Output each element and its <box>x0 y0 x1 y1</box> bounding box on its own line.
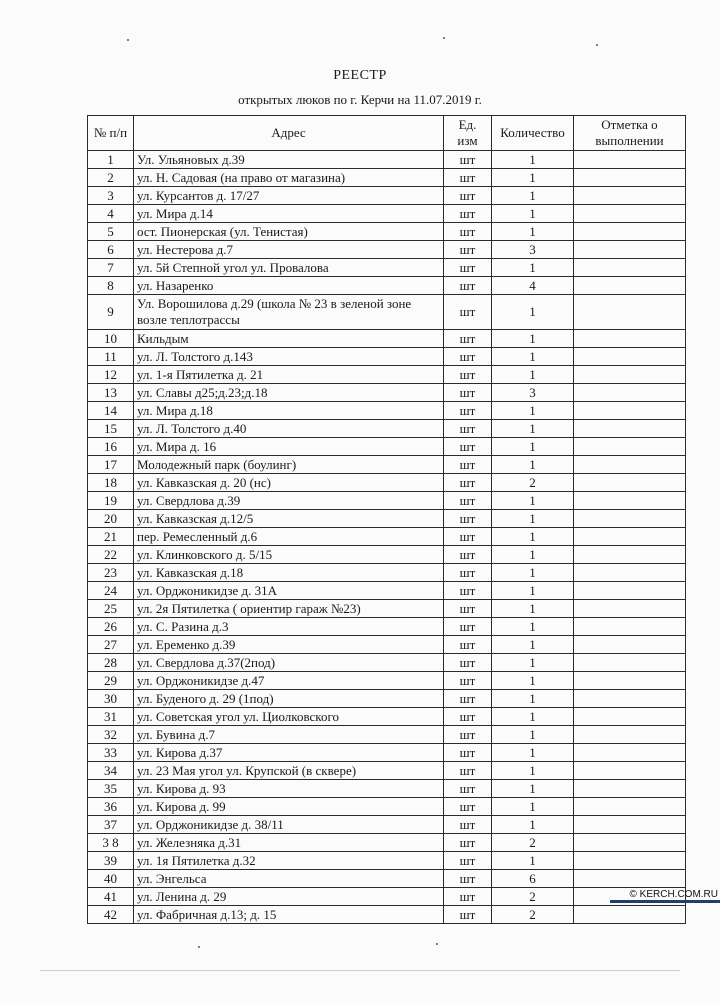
row-completion-mark <box>574 438 686 456</box>
row-unit: шт <box>444 402 492 420</box>
scan-speck <box>127 39 129 41</box>
row-number: 39 <box>88 852 134 870</box>
row-quantity: 1 <box>492 348 574 366</box>
row-quantity: 1 <box>492 259 574 277</box>
table-row <box>88 744 686 762</box>
row-number: 31 <box>88 708 134 726</box>
table-row <box>88 780 686 798</box>
row-quantity: 1 <box>492 726 574 744</box>
row-completion-mark <box>574 456 686 474</box>
scan-speck <box>436 943 438 945</box>
table-row <box>88 456 686 474</box>
table-row <box>88 816 686 834</box>
table-row <box>88 600 686 618</box>
table-row <box>88 672 686 690</box>
row-number: 3 <box>88 187 134 205</box>
table-row <box>88 330 686 348</box>
row-address: ул. Кавказская д.12/5 <box>134 510 444 528</box>
row-unit: шт <box>444 295 492 330</box>
row-completion-mark <box>574 223 686 241</box>
row-completion-mark <box>574 169 686 187</box>
table-row <box>88 510 686 528</box>
row-unit: шт <box>444 726 492 744</box>
row-quantity: 1 <box>492 816 574 834</box>
row-completion-mark <box>574 474 686 492</box>
row-number: 23 <box>88 564 134 582</box>
row-quantity: 1 <box>492 169 574 187</box>
row-quantity: 1 <box>492 780 574 798</box>
row-completion-mark <box>574 816 686 834</box>
row-number: 8 <box>88 277 134 295</box>
row-address: ул. Кирова д. 93 <box>134 780 444 798</box>
row-quantity: 1 <box>492 690 574 708</box>
table-row <box>88 870 686 888</box>
row-completion-mark <box>574 852 686 870</box>
row-completion-mark <box>574 420 686 438</box>
row-completion-mark <box>574 295 686 330</box>
row-number: 16 <box>88 438 134 456</box>
row-unit: шт <box>444 169 492 187</box>
table-row <box>88 852 686 870</box>
site-watermark: © KERCH.COM.RU <box>610 888 720 903</box>
row-number: 11 <box>88 348 134 366</box>
row-number: 22 <box>88 546 134 564</box>
row-quantity: 2 <box>492 834 574 852</box>
row-number: 20 <box>88 510 134 528</box>
row-unit: шт <box>444 564 492 582</box>
row-address: ул. 1я Пятилетка д.32 <box>134 852 444 870</box>
row-number: 34 <box>88 762 134 780</box>
row-quantity: 1 <box>492 636 574 654</box>
row-completion-mark <box>574 402 686 420</box>
row-unit: шт <box>444 834 492 852</box>
row-address: ул. Клинковского д. 5/15 <box>134 546 444 564</box>
row-number: 10 <box>88 330 134 348</box>
header-address: Адрес <box>134 116 444 151</box>
row-completion-mark <box>574 205 686 223</box>
row-address: ул. Свердлова д.37(2под) <box>134 654 444 672</box>
row-completion-mark <box>574 259 686 277</box>
row-unit: шт <box>444 870 492 888</box>
header-completion-mark: Отметка о выполнении <box>574 116 686 151</box>
table-row <box>88 187 686 205</box>
row-quantity: 1 <box>492 546 574 564</box>
row-quantity: 2 <box>492 888 574 906</box>
table-row <box>88 528 686 546</box>
row-number: 27 <box>88 636 134 654</box>
row-address: ул. Кирова д.37 <box>134 744 444 762</box>
row-quantity: 1 <box>492 510 574 528</box>
row-number: 33 <box>88 744 134 762</box>
row-completion-mark <box>574 366 686 384</box>
table-row <box>88 708 686 726</box>
row-unit: шт <box>444 618 492 636</box>
row-completion-mark <box>574 870 686 888</box>
table-row <box>88 546 686 564</box>
row-address: ул. Нестерова д.7 <box>134 241 444 259</box>
row-address: ул. Свердлова д.39 <box>134 492 444 510</box>
row-address: ул. 2я Пятилетка ( ориентир гараж №23) <box>134 600 444 618</box>
row-completion-mark <box>574 241 686 259</box>
row-address: ул. Советская угол ул. Циолковского <box>134 708 444 726</box>
row-unit: шт <box>444 384 492 402</box>
row-quantity: 4 <box>492 277 574 295</box>
row-unit: шт <box>444 456 492 474</box>
row-unit: шт <box>444 330 492 348</box>
row-quantity: 1 <box>492 708 574 726</box>
row-quantity: 1 <box>492 762 574 780</box>
row-number: 26 <box>88 618 134 636</box>
row-quantity: 1 <box>492 564 574 582</box>
table-row <box>88 295 686 330</box>
row-address: ул. Кавказская д. 20 (нс) <box>134 474 444 492</box>
row-unit: шт <box>444 546 492 564</box>
row-unit: шт <box>444 366 492 384</box>
row-quantity: 1 <box>492 798 574 816</box>
row-number: 35 <box>88 780 134 798</box>
row-address: Кильдым <box>134 330 444 348</box>
row-completion-mark <box>574 636 686 654</box>
row-address: ул. Орджоникидзе д.47 <box>134 672 444 690</box>
row-number: 28 <box>88 654 134 672</box>
row-quantity: 1 <box>492 366 574 384</box>
row-address: ул. Н. Садовая (на право от магазина) <box>134 169 444 187</box>
table-header-row <box>88 116 686 151</box>
row-number: 15 <box>88 420 134 438</box>
row-unit: шт <box>444 223 492 241</box>
row-number: 29 <box>88 672 134 690</box>
row-unit: шт <box>444 762 492 780</box>
row-quantity: 1 <box>492 618 574 636</box>
table-row <box>88 277 686 295</box>
table-row <box>88 348 686 366</box>
row-address: ул. Орджоникидзе д. 31А <box>134 582 444 600</box>
table-row <box>88 366 686 384</box>
row-address: ул. Кирова д. 99 <box>134 798 444 816</box>
table-row <box>88 582 686 600</box>
row-completion-mark <box>574 528 686 546</box>
row-number: 42 <box>88 906 134 924</box>
row-quantity: 3 <box>492 241 574 259</box>
row-number: 24 <box>88 582 134 600</box>
scan-speck <box>443 37 445 39</box>
row-completion-mark <box>574 546 686 564</box>
header-number: № п/п <box>88 116 134 151</box>
row-number: 2 <box>88 169 134 187</box>
table-row <box>88 223 686 241</box>
row-unit: шт <box>444 474 492 492</box>
row-number: 25 <box>88 600 134 618</box>
table-row <box>88 690 686 708</box>
row-quantity: 1 <box>492 852 574 870</box>
row-completion-mark <box>574 330 686 348</box>
row-completion-mark <box>574 672 686 690</box>
row-number: 7 <box>88 259 134 277</box>
row-number: 19 <box>88 492 134 510</box>
row-quantity: 1 <box>492 223 574 241</box>
row-quantity: 1 <box>492 205 574 223</box>
registry-table <box>87 115 686 924</box>
row-number: 30 <box>88 690 134 708</box>
row-quantity: 1 <box>492 295 574 330</box>
row-quantity: 1 <box>492 672 574 690</box>
row-unit: шт <box>444 277 492 295</box>
row-unit: шт <box>444 600 492 618</box>
row-number: 17 <box>88 456 134 474</box>
table-row <box>88 169 686 187</box>
row-completion-mark <box>574 187 686 205</box>
row-completion-mark <box>574 600 686 618</box>
row-unit: шт <box>444 852 492 870</box>
row-unit: шт <box>444 348 492 366</box>
row-unit: шт <box>444 528 492 546</box>
document-title: РЕЕСТР <box>333 68 387 83</box>
row-unit: шт <box>444 636 492 654</box>
table-row <box>88 636 686 654</box>
row-address: ул. Кавказская д.18 <box>134 564 444 582</box>
row-unit: шт <box>444 187 492 205</box>
scan-artifact-line <box>40 970 680 971</box>
row-address: ул. Л. Толстого д.40 <box>134 420 444 438</box>
row-number: 18 <box>88 474 134 492</box>
row-number: 13 <box>88 384 134 402</box>
row-unit: шт <box>444 259 492 277</box>
table-row <box>88 241 686 259</box>
row-address: ул. Мира д. 16 <box>134 438 444 456</box>
row-address: ул. Мира д.18 <box>134 402 444 420</box>
table-row <box>88 205 686 223</box>
row-number: 1 <box>88 151 134 169</box>
row-completion-mark <box>574 780 686 798</box>
row-completion-mark <box>574 564 686 582</box>
row-address: ул. С. Разина д.3 <box>134 618 444 636</box>
row-completion-mark <box>574 762 686 780</box>
row-quantity: 1 <box>492 187 574 205</box>
row-unit: шт <box>444 654 492 672</box>
row-address: ул. Мира д.14 <box>134 205 444 223</box>
row-unit: шт <box>444 708 492 726</box>
row-address: ост. Пионерская (ул. Тенистая) <box>134 223 444 241</box>
row-address: ул. Еременко д.39 <box>134 636 444 654</box>
header-quantity: Количество <box>492 116 574 151</box>
row-address: ул. 5й Степной угол ул. Провалова <box>134 259 444 277</box>
row-completion-mark <box>574 690 686 708</box>
row-unit: шт <box>444 492 492 510</box>
row-completion-mark <box>574 582 686 600</box>
table-row <box>88 151 686 169</box>
row-quantity: 1 <box>492 492 574 510</box>
row-number: 36 <box>88 798 134 816</box>
row-unit: шт <box>444 438 492 456</box>
row-address: ул. Орджоникидзе д. 38/11 <box>134 816 444 834</box>
table-row <box>88 474 686 492</box>
row-completion-mark <box>574 708 686 726</box>
row-address: ул. Назаренко <box>134 277 444 295</box>
row-unit: шт <box>444 151 492 169</box>
row-number: 41 <box>88 888 134 906</box>
row-number: 37 <box>88 816 134 834</box>
row-completion-mark <box>574 277 686 295</box>
row-completion-mark <box>574 510 686 528</box>
row-address: ул. Бувина д.7 <box>134 726 444 744</box>
row-quantity: 2 <box>492 474 574 492</box>
row-number: 14 <box>88 402 134 420</box>
row-unit: шт <box>444 672 492 690</box>
row-completion-mark <box>574 744 686 762</box>
row-address: ул. Фабричная д.13; д. 15 <box>134 906 444 924</box>
row-unit: шт <box>444 744 492 762</box>
row-unit: шт <box>444 420 492 438</box>
table-row <box>88 492 686 510</box>
row-completion-mark <box>574 726 686 744</box>
row-address: ул. 23 Мая угол ул. Крупской (в сквере) <box>134 762 444 780</box>
table-row <box>88 420 686 438</box>
row-quantity: 1 <box>492 438 574 456</box>
row-unit: шт <box>444 888 492 906</box>
row-address: Ул. Ульяновых д.39 <box>134 151 444 169</box>
row-address: Ул. Ворошилова д.29 (школа № 23 в зеленой зоне возле теплотрассы <box>134 295 444 330</box>
table-row <box>88 384 686 402</box>
table-row <box>88 726 686 744</box>
row-number: 21 <box>88 528 134 546</box>
row-completion-mark <box>574 151 686 169</box>
row-unit: шт <box>444 241 492 259</box>
row-number: 40 <box>88 870 134 888</box>
row-quantity: 1 <box>492 528 574 546</box>
row-unit: шт <box>444 780 492 798</box>
row-address: ул. Энгельса <box>134 870 444 888</box>
row-unit: шт <box>444 582 492 600</box>
row-address: ул. Л. Толстого д.143 <box>134 348 444 366</box>
row-number: 6 <box>88 241 134 259</box>
row-address: ул. Курсантов д. 17/27 <box>134 187 444 205</box>
row-quantity: 1 <box>492 151 574 169</box>
row-number: 3 8 <box>88 834 134 852</box>
row-address: ул. Славы д25;д.23;д.18 <box>134 384 444 402</box>
table-row <box>88 438 686 456</box>
row-completion-mark <box>574 618 686 636</box>
table-body <box>88 151 686 924</box>
row-unit: шт <box>444 205 492 223</box>
row-unit: шт <box>444 906 492 924</box>
row-completion-mark <box>574 492 686 510</box>
table-row <box>88 798 686 816</box>
row-number: 4 <box>88 205 134 223</box>
row-unit: шт <box>444 690 492 708</box>
table-row <box>88 834 686 852</box>
row-unit: шт <box>444 510 492 528</box>
row-completion-mark <box>574 906 686 924</box>
row-address: ул. Буденого д. 29 (1под) <box>134 690 444 708</box>
row-completion-mark <box>574 834 686 852</box>
row-completion-mark <box>574 654 686 672</box>
row-quantity: 1 <box>492 402 574 420</box>
row-quantity: 1 <box>492 744 574 762</box>
table-row <box>88 906 686 924</box>
table-row <box>88 654 686 672</box>
row-number: 5 <box>88 223 134 241</box>
row-quantity: 1 <box>492 654 574 672</box>
row-unit: шт <box>444 798 492 816</box>
row-quantity: 1 <box>492 582 574 600</box>
table-row <box>88 564 686 582</box>
document-subtitle: открытых люков по г. Керчи на 11.07.2019 г. <box>238 92 482 107</box>
row-quantity: 3 <box>492 384 574 402</box>
table-row <box>88 618 686 636</box>
row-number: 9 <box>88 295 134 330</box>
table-row <box>88 259 686 277</box>
row-completion-mark <box>574 384 686 402</box>
row-address: ул. 1-я Пятилетка д. 21 <box>134 366 444 384</box>
header-unit: Ед. изм <box>444 116 492 151</box>
scan-speck <box>198 946 200 948</box>
row-address: Молодежный парк (боулинг) <box>134 456 444 474</box>
scan-speck <box>596 44 598 46</box>
row-address: пер. Ремесленный д.6 <box>134 528 444 546</box>
row-unit: шт <box>444 816 492 834</box>
row-address: ул. Железняка д.31 <box>134 834 444 852</box>
row-quantity: 1 <box>492 456 574 474</box>
row-quantity: 1 <box>492 330 574 348</box>
table-row <box>88 762 686 780</box>
row-quantity: 6 <box>492 870 574 888</box>
row-number: 12 <box>88 366 134 384</box>
row-completion-mark <box>574 348 686 366</box>
table-row <box>88 402 686 420</box>
row-address: ул. Ленина д. 29 <box>134 888 444 906</box>
row-quantity: 1 <box>492 420 574 438</box>
table-row <box>88 888 686 906</box>
row-completion-mark <box>574 798 686 816</box>
row-number: 32 <box>88 726 134 744</box>
row-quantity: 2 <box>492 906 574 924</box>
row-quantity: 1 <box>492 600 574 618</box>
